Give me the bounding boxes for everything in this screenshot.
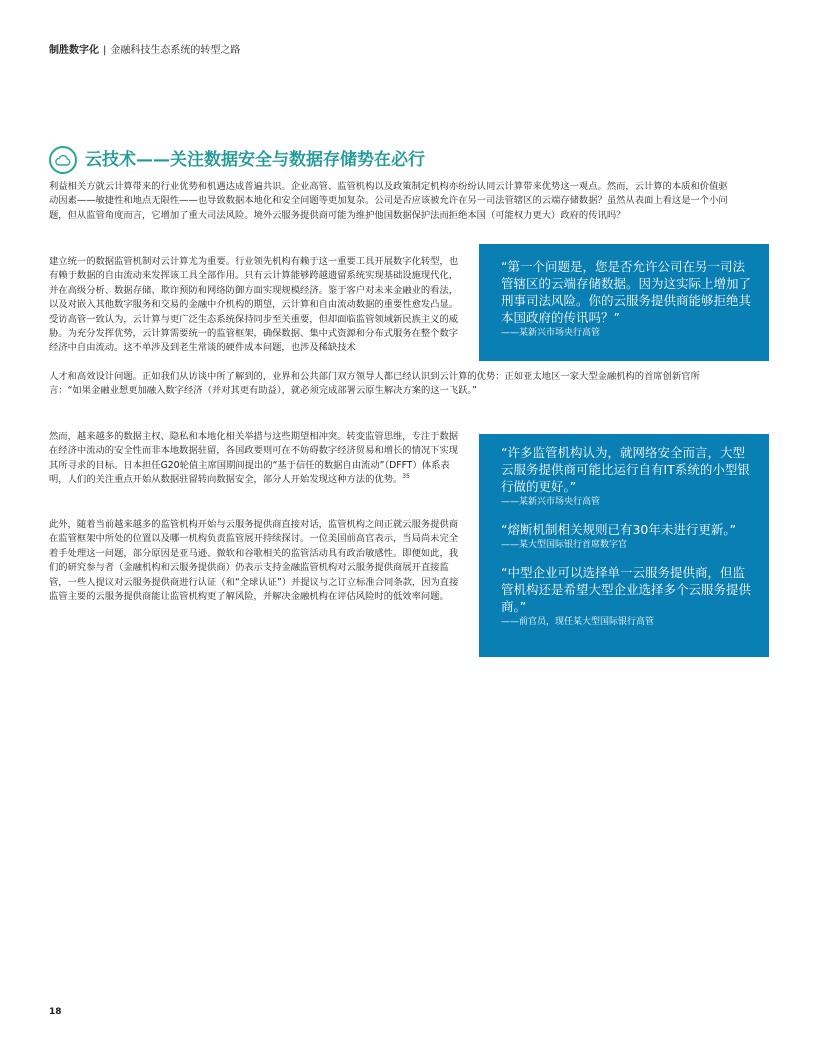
body-paragraph-cloud-regulation: 建立统一的数据监管机制对云计算尤为重要。行业领先机构有赖于这一重要工具开展数字化转型，也有赖于数据的自由流动来发挥该工具全部作用。只有云计算能够跨越遗留系统实现基础设施现代化，并在高级分析、数据存储、欺诈预防和网络防御方面实现规模经济。鉴于客户对未来金融业的看法，以及对嵌入其他数字服务和交易的金融中介机构的期望，云计算和自由流动数据的重要性愈发凸显。受访高管一致认为，云计算与更广泛生态系统保持同步至关重要，但却面临监管领域新民族主义的威胁。为充分发挥优势，云计算需要统一的监管框架，确保数据、集中式资源和分布式服务在整个数字经济中自由流动。这不单涉及到老生常谈的硬件成本问题，也涉及稀缺技术 bbox=[49, 256, 459, 354]
pull-quote bbox=[501, 521, 751, 552]
header-subtitle: 金融科技生态系统的转型之路 bbox=[110, 45, 241, 56]
data-sovereignty-text: 然而，越来越多的数据主权、隐私和本地化相关举措与这些期望相冲突。转变监管思维，专注于数据在经济中流动的安全性而非本地数据驻留，各国政要则可在不妨碍数字经济贸易和增长的情况下实现其所寻求的目标。日本担任G20轮值主席国期间提出的“基于信任的数据自由流动”（DFFT）体系表明，人们的关注重点开始从数据驻留转向数据安全，部分人开始发现这种方法的优势。 bbox=[49, 431, 459, 486]
body-paragraph-cloud-regulation-continued: 人才和高效设计问题。正如我们从访谈中所了解到的，业界和公共部门双方领导人都已经认识到云计算的优势：正如亚太地区一家大型金融机构的首席创新官所言：“如果金融业想更加融入数字经济（并对其更有助益），就必须完成部署云原生解决方案的这一飞跃。” bbox=[49, 371, 700, 397]
pull-quote-box-multi bbox=[479, 434, 769, 657]
pull-quote-box bbox=[479, 244, 769, 361]
body-paragraph-data-sovereignty bbox=[49, 430, 459, 488]
quote-text: “第一个问题是，您是否允许公司在另一司法管辖区的云端存储数据。因为这实际上增加了刑事司法风险。你的云服务提供商能够拒绝其本国政府的传讯吗？” bbox=[501, 259, 752, 325]
section-heading bbox=[49, 145, 425, 175]
intro-paragraph: 利益相关方就云计算带来的行业优势和机遇达成普遍共识。企业高管、监管机构以及政策制定机构亦纷纷认同云计算带来优势这一观点。然而，云计算的本质和价值驱动因素——敏捷性和地点无限性——也导致数据本地化和安全问题等更加复杂。公司是否应该被允许在另一司法管辖区的云端存储数据？虽然从表面上看这是一个小问题，但从监管角度而言，它增加了重大司法风险。境外云服务提供商可能为维护他国数据保护法而拒绝本国（可能权力更大）政府的传讯吗？ bbox=[49, 181, 728, 221]
quote-text: “熔断机制相关规则已有30年未进行更新。” bbox=[501, 522, 737, 537]
page-number: 18 bbox=[49, 1007, 62, 1017]
cloud-icon bbox=[49, 146, 77, 174]
pull-quote bbox=[501, 258, 751, 340]
quote-attribution: ——某大型国际银行首席数字官 bbox=[501, 540, 628, 550]
header-separator: | bbox=[103, 45, 107, 56]
quote-attribution: ——某新兴市场央行高管 bbox=[501, 497, 601, 507]
quote-attribution: ——前官员，现任某大型国际银行高管 bbox=[501, 617, 655, 627]
section-title: 云技术——关注数据安全与数据存储势在必行 bbox=[85, 150, 425, 170]
footnote-ref-35: 35 bbox=[402, 473, 410, 481]
running-header bbox=[49, 45, 240, 57]
quote-text: “中型企业可以选择单一云服务提供商，但监管机构还是希望大型企业选择多个云服务提供商。” bbox=[501, 565, 752, 614]
pull-quote bbox=[501, 564, 751, 629]
pull-quote bbox=[501, 444, 751, 509]
body-paragraph-direct-supervision: 此外，随着当前越来越多的监管机构开始与云服务提供商直接对话，监管机构之间正就云服务提供商在监管框架中所处的位置以及哪一机构负责监管展开持续探讨。一位美国前高官表示，当局尚未完全着手处理这一问题，部分原因是亚马逊、微软和谷歌相关的监管活动具有政治敏感性。即便如此，我们的研究参与者（金融机构和云服务提供商）仍表示支持金融监管机构对云服务提供商展开直接监管，一些人提议对云服务提供商进行认证（和“全球认证”）并提议与之订立标准合同条款，因为直接监管主要的云服务提供商能让监管机构更了解风险，并解决金融机构在评估风险时的低效率问题。 bbox=[49, 519, 459, 603]
quote-text: “许多监管机构认为，就网络安全而言，大型云服务提供商可能比运行自有IT系统的小型银行做的更好。” bbox=[501, 445, 750, 494]
quote-attribution: ——某新兴市场央行高管 bbox=[501, 328, 601, 338]
header-brand: 制胜数字化 bbox=[49, 45, 99, 56]
